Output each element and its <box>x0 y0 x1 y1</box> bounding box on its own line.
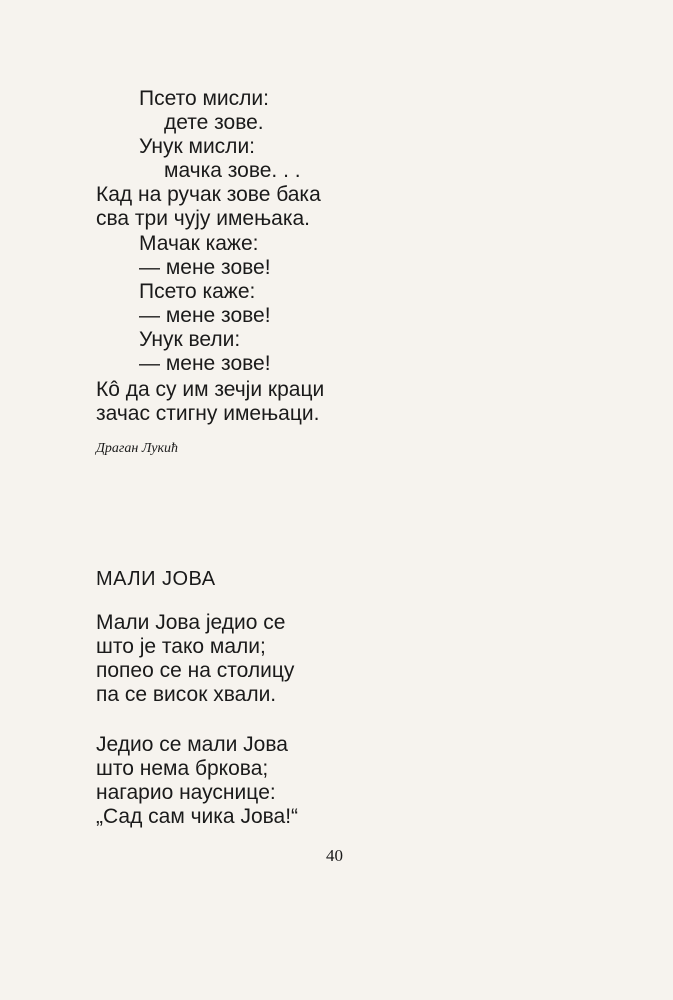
poem-line: Кад на ручак зове бака <box>96 183 321 206</box>
poem-line: Мачак каже: <box>139 232 259 255</box>
poem-line: мачка зове. . . <box>164 159 301 182</box>
poem-line: Једио се мали Јова <box>96 733 288 756</box>
poem-line: — мене зове! <box>139 304 271 327</box>
poem-line: што нема бркова; <box>96 757 269 780</box>
poem-title: МАЛИ ЈОВА <box>96 568 216 590</box>
poem-line: дете зове. <box>164 111 264 134</box>
poem-line: „Сад сам чика Јова!“ <box>96 805 299 828</box>
poem-line: попео се на столицу <box>96 659 295 682</box>
poem-line: сва три чују имењака. <box>96 207 310 230</box>
poem-line: нагарио наусницe: <box>96 781 276 804</box>
poem-line: Мали Јова једио се <box>96 611 286 634</box>
poem-line: Псето мисли: <box>139 87 269 110</box>
poem-line: па се висок хвали. <box>96 683 277 706</box>
poem-author: Драган Лукић <box>96 441 179 456</box>
poem-line: Псето каже: <box>139 280 256 303</box>
poem-line: што је тако мали; <box>96 635 266 658</box>
page-number: 40 <box>326 846 343 865</box>
poem-line: — мене зове! <box>139 352 271 375</box>
poem-line: Унук мисли: <box>139 135 256 158</box>
poem-line: — мене зове! <box>139 256 271 279</box>
poem-line: Унук вели: <box>139 328 241 351</box>
poem-line: Кô да су им зечји краци <box>96 378 325 401</box>
poem-line: зачас стигну имењаци. <box>96 402 320 425</box>
